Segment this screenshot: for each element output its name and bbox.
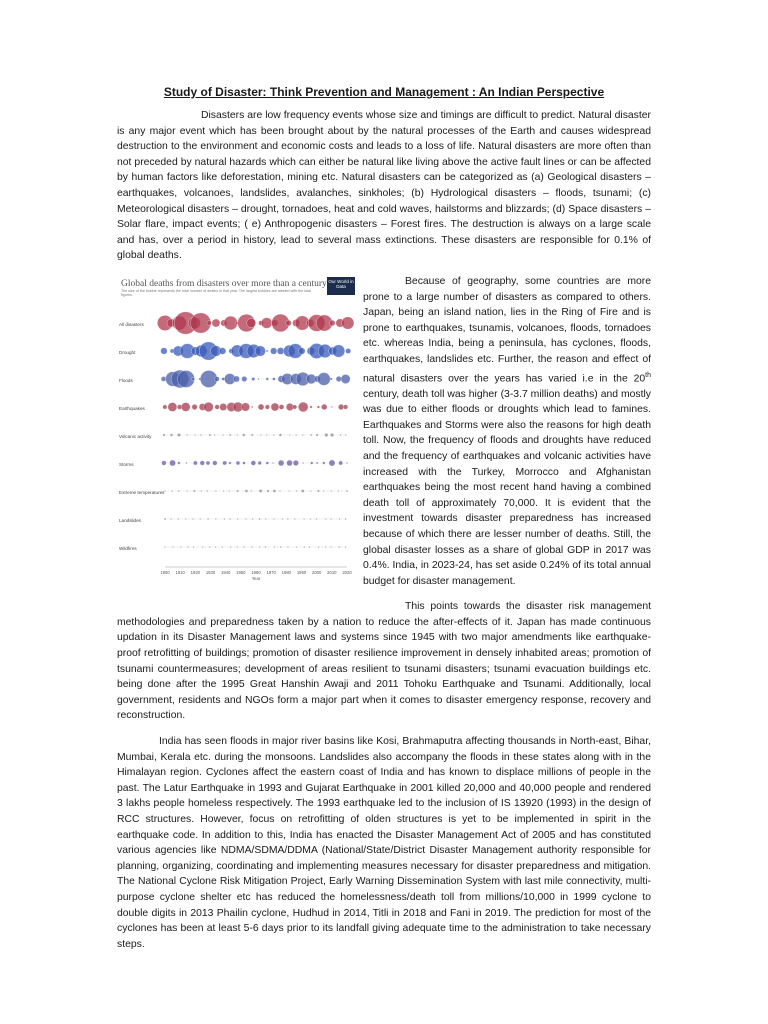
bubble-all-disasters bbox=[207, 321, 212, 326]
bubble-wildfires bbox=[318, 546, 320, 548]
bubble-all-disasters bbox=[342, 317, 354, 329]
bubble-storms bbox=[346, 462, 348, 464]
row-label: Wildfires bbox=[119, 545, 137, 551]
bubble-drought bbox=[332, 345, 344, 357]
paragraph-geography-text-b: century, death toll was higher (3-3.7 million deaths) and mostly was due to either floods or droughts which lead to famines. Earthquakes and Storms were also the reasons for high death toll. Now, the frequency of floods and droughts have reduced and the frequency of earthquakes and volcanic activities have increased with the Turkey, Morrocco and Afghanistan earthquakes being the most recent hand having a combined death toll of approximately 70,000. It is evident that the investment towards disaster preparedness has increased because of which there are lesser number of deaths. Still, the global disaster losses as a share of global GDP in 2017 was 0.4%. India, in 2023-24, has set aside 0.24% of its total annual budget for disaster management. bbox=[363, 388, 651, 587]
bubble-landslides bbox=[245, 518, 247, 520]
bubble-wildfires bbox=[187, 546, 189, 548]
bubble-landslides bbox=[215, 518, 217, 520]
x-tick-label: 2020 bbox=[342, 569, 352, 575]
bubble-extreme-temperatures bbox=[236, 490, 238, 492]
bubble-wildfires bbox=[202, 546, 204, 548]
x-tick-label: 2000 bbox=[312, 569, 322, 575]
document-title: Study of Disaster: Think Prevention and Management : An Indian Perspective bbox=[163, 85, 605, 99]
bubble-volcanic-activity bbox=[194, 434, 196, 436]
bubble-storms bbox=[278, 460, 284, 466]
bubble-volcanic-activity bbox=[242, 434, 245, 437]
row-label: Extreme temperatures bbox=[119, 489, 165, 495]
bubble-volcanic-activity bbox=[163, 434, 166, 437]
bubble-wildfires bbox=[251, 546, 253, 548]
bubble-volcanic-activity bbox=[236, 434, 238, 436]
bubble-all-disasters bbox=[286, 320, 292, 326]
owid-logo: Our World in Data bbox=[327, 277, 355, 295]
paragraph-preparedness-text: This points towards the disaster risk management methodologies and preparedness taken by a nation to reduce the after-effects of it. Japan has made continuous updation in its Disaster Management laws and systems since 1945 with two major amendments like earthquake-proof retrofitting of buildings; promotion of disaster resilience improvement in densely inhabited areas; promotion of tsunami countermeasures; development of areas resilient to tsunami disasters; tsunami evacuation buildings etc. being done after the 1995 Great Hanshin Awaji and 2011 Tohoku Earthquake and Tsunami. Additionally, local government, residents and NGOs form a major part when it comes to disaster emergency response, recovery and reconstruction. bbox=[117, 601, 651, 722]
bubble-storms bbox=[329, 460, 335, 466]
bubble-storms bbox=[169, 460, 175, 466]
paragraph-intro bbox=[117, 108, 651, 264]
bubble-landslides bbox=[273, 518, 275, 520]
document-page bbox=[117, 84, 651, 962]
bubble-storms bbox=[243, 461, 246, 464]
paragraph-geography-text-a: Because of geography, some countries are more prone to a large number of disasters as compared to others. Japan, being an island nation, lies in the Ring of Fire and is prone to earthquakes, tsunamis, volcanoes, floods, tornadoes etc. whereas India, being a peninsula, has cyclones, floods, earthquakes, landslides etc. Further, the reason and effect of natural disasters over the years has varied i.e in the 20 bbox=[363, 275, 651, 384]
bubble-extreme-temperatures bbox=[164, 490, 166, 492]
x-tick-label: 1980 bbox=[281, 569, 291, 575]
bubble-extreme-temperatures bbox=[186, 490, 188, 492]
row-label: Storms bbox=[119, 461, 134, 467]
bubble-earthquakes bbox=[265, 405, 270, 410]
x-tick-label: 1960 bbox=[251, 569, 261, 575]
bubble-extreme-temperatures bbox=[193, 490, 195, 492]
bubble-extreme-temperatures bbox=[323, 490, 325, 492]
bubble-all-disasters bbox=[212, 319, 220, 327]
bubble-floods bbox=[266, 378, 269, 381]
bubble-extreme-temperatures bbox=[215, 490, 217, 492]
bubble-extreme-temperatures bbox=[228, 490, 230, 492]
global-disaster-deaths-chart bbox=[117, 275, 355, 601]
bubble-earthquakes bbox=[258, 404, 264, 410]
bubble-wildfires bbox=[215, 546, 217, 548]
bubble-earthquakes bbox=[163, 405, 167, 409]
bubble-earthquakes bbox=[279, 404, 284, 409]
bubble-floods bbox=[272, 377, 275, 380]
bubble-landslides bbox=[192, 518, 194, 520]
row-label: Volcanic activity bbox=[119, 433, 152, 439]
x-axis-label: Year bbox=[251, 575, 261, 581]
x-tick-label: 1930 bbox=[205, 569, 216, 575]
bubble-floods bbox=[336, 376, 341, 381]
bubble-floods bbox=[215, 377, 220, 382]
chart-subtitle: The size of the bubble represents the total number of deaths in that year. The largest bubbles are labeled with the total figures. bbox=[121, 288, 311, 298]
paragraph-india bbox=[117, 734, 651, 952]
bubble-landslides bbox=[199, 518, 201, 520]
bubble-landslides bbox=[252, 518, 254, 520]
bubble-landslides bbox=[330, 518, 332, 520]
bubble-wildfires bbox=[338, 546, 340, 548]
bubble-wildfires bbox=[330, 546, 332, 548]
bubble-extreme-temperatures bbox=[245, 489, 248, 492]
bubble-earthquakes bbox=[331, 406, 333, 408]
x-tick-label: 1970 bbox=[266, 569, 276, 575]
bubble-landslides bbox=[224, 518, 226, 520]
bubble-drought bbox=[266, 350, 268, 352]
bubble-wildfires bbox=[193, 546, 195, 548]
bubble-extreme-temperatures bbox=[273, 489, 276, 492]
bubble-extreme-temperatures bbox=[310, 490, 312, 492]
bubble-drought bbox=[161, 348, 168, 355]
paragraph-india-text: India has seen floods in major river basins like Kosi, Brahmaputra affecting thousands in North-east, Bihar, Mumbai, Kerala etc. during the monsoons. Landslides also accompany the floods in these states along with in the Himalayan region. Cyclones affect the eastern coast of India and has known to displace millions of people in the past. The Latur Earthquake in 1993 and Gujarat Earthquake in 2001 killed 20,000 and 40,000 people and rendered 3 lakhs people homeless respectively. The 1993 earthquake led to the inclusion of IS 13920 (1993) in the design of RCC structures. However, focus on retrofitting of olden structures is yet to be implemented in spirit in the earthquake code. In addition to this, India has enacted the Disaster Management Act of 2005 and has constituted various agencies like NDMA/SDMA/DDMA (National/State/District Disaster Management authority responsible for planning, organizing, coordinating and implementing measures necessary for disaster preparedness and mitigation. The National Cyclone Risk Mitigation Project, Early Warning Dissemination System with last mile connectivity, multi-purpose cyclone shelter etc has reduced the homelessness/death toll from millions/10,000 in 1999 cyclone to double digits in 2013 Phailin cyclone, Hudhud in 2014, Titli in 2018 and Fani in 2019. The prediction for most of the cyclones has been at least 5-6 days prior to its landfall giving adequate time to the administration to take necessary steps. bbox=[117, 736, 651, 950]
bubble-extreme-temperatures bbox=[267, 490, 270, 493]
bubble-landslides bbox=[316, 518, 318, 520]
bubble-wildfires bbox=[237, 546, 239, 548]
bubble-volcanic-activity bbox=[289, 434, 291, 436]
bubble-landslides bbox=[164, 518, 166, 520]
chart-title: Global deaths from disasters over more than a century bbox=[121, 278, 327, 289]
bubble-storms bbox=[272, 462, 274, 464]
bubble-volcanic-activity bbox=[222, 434, 224, 436]
bubble-extreme-temperatures bbox=[178, 490, 180, 492]
bubble-floods bbox=[192, 377, 195, 380]
bubble-storms bbox=[229, 462, 232, 465]
bubble-storms bbox=[206, 461, 210, 465]
bubble-floods bbox=[341, 374, 350, 383]
bubble-volcanic-activity bbox=[325, 433, 328, 436]
bubble-extreme-temperatures bbox=[346, 490, 348, 492]
bubble-volcanic-activity bbox=[316, 434, 318, 436]
x-tick-label: 1920 bbox=[190, 569, 200, 575]
bubble-volcanic-activity bbox=[330, 433, 333, 436]
bubble-extreme-temperatures bbox=[338, 490, 340, 492]
bubble-floods bbox=[233, 376, 239, 382]
bubble-wildfires bbox=[280, 546, 282, 548]
bubble-extreme-temperatures bbox=[171, 490, 173, 492]
bubble-landslides bbox=[325, 518, 327, 520]
bubble-all-disasters bbox=[329, 320, 335, 326]
bubble-volcanic-activity bbox=[177, 433, 180, 436]
bubble-extreme-temperatures bbox=[296, 490, 298, 492]
bubble-wildfires bbox=[265, 546, 267, 548]
bubble-drought bbox=[346, 348, 351, 353]
bubble-storms bbox=[200, 461, 205, 466]
bubble-earthquakes bbox=[181, 402, 190, 411]
bubble-floods bbox=[161, 376, 166, 381]
x-tick-label: 1910 bbox=[175, 569, 185, 575]
bubble-volcanic-activity bbox=[310, 434, 312, 436]
row-label: Floods bbox=[119, 377, 133, 383]
x-tick-label: 1900 bbox=[160, 569, 170, 575]
bubble-wildfires bbox=[172, 546, 174, 548]
bubble-storms bbox=[186, 462, 188, 464]
bubble-floods bbox=[317, 372, 330, 385]
bubble-volcanic-activity bbox=[302, 434, 304, 436]
bubble-earthquakes bbox=[293, 405, 297, 409]
bubble-drought bbox=[299, 348, 306, 355]
bubble-storms bbox=[193, 461, 197, 465]
bubble-extreme-temperatures bbox=[279, 490, 281, 492]
bubble-wildfires bbox=[259, 546, 261, 548]
superscript-th: th bbox=[645, 371, 651, 379]
bubble-floods bbox=[242, 376, 247, 381]
bubble-landslides bbox=[170, 518, 172, 520]
bubble-volcanic-activity bbox=[209, 434, 211, 436]
bubble-earthquakes bbox=[168, 402, 177, 411]
bubble-earthquakes bbox=[271, 403, 279, 411]
bubble-storms bbox=[339, 461, 343, 465]
bubble-extreme-temperatures bbox=[259, 489, 262, 492]
bubble-volcanic-activity bbox=[295, 434, 297, 436]
bubble-earthquakes bbox=[192, 404, 197, 409]
bubble-storms bbox=[293, 460, 299, 466]
bubble-landslides bbox=[282, 518, 284, 520]
bubble-extreme-temperatures bbox=[331, 490, 333, 492]
bubble-landslides bbox=[185, 518, 187, 520]
bubble-storms bbox=[223, 461, 227, 465]
bubble-floods bbox=[258, 378, 260, 380]
bubble-landslides bbox=[294, 518, 296, 520]
bubble-wildfires bbox=[230, 546, 232, 548]
x-tick-label: 1940 bbox=[221, 569, 231, 575]
bubble-storms bbox=[258, 461, 262, 465]
bubble-storms bbox=[213, 461, 218, 466]
row-label: Drought bbox=[119, 349, 136, 355]
bubble-storms bbox=[162, 461, 167, 466]
bubble-drought bbox=[255, 346, 265, 356]
bubble-earthquakes bbox=[317, 406, 320, 409]
bubble-wildfires bbox=[274, 546, 276, 548]
bubble-landslides bbox=[339, 518, 341, 520]
bubble-storms bbox=[316, 462, 318, 464]
bubble-all-disasters bbox=[261, 318, 272, 329]
bubble-volcanic-activity bbox=[340, 434, 342, 436]
bubble-wildfires bbox=[243, 546, 245, 548]
bubble-storms bbox=[236, 461, 240, 465]
bubble-extreme-temperatures bbox=[288, 490, 290, 492]
bubble-wildfires bbox=[309, 546, 311, 548]
bubble-storms bbox=[322, 462, 325, 465]
bubble-volcanic-activity bbox=[266, 434, 268, 436]
bubble-drought bbox=[219, 347, 226, 354]
bubble-volcanic-activity bbox=[279, 434, 282, 437]
x-tick-label: 1990 bbox=[296, 569, 307, 575]
bubble-earthquakes bbox=[204, 402, 214, 412]
bubble-landslides bbox=[178, 518, 180, 520]
bubble-wildfires bbox=[304, 546, 306, 548]
bubble-wildfires bbox=[325, 546, 327, 548]
x-tick-label: 2010 bbox=[327, 569, 337, 575]
bubble-earthquakes bbox=[220, 403, 227, 410]
bubble-earthquakes bbox=[251, 406, 253, 408]
bubble-volcanic-activity bbox=[214, 434, 216, 436]
bubble-chart-canvas bbox=[117, 301, 355, 601]
bubble-earthquakes bbox=[241, 403, 249, 411]
bubble-landslides bbox=[265, 518, 267, 520]
bubble-earthquakes bbox=[298, 402, 308, 412]
bubble-landslides bbox=[259, 518, 261, 520]
bubble-landslides bbox=[287, 518, 289, 520]
bubble-floods bbox=[330, 378, 332, 380]
bubble-storms bbox=[287, 460, 293, 466]
bubble-volcanic-activity bbox=[229, 434, 231, 436]
bubble-wildfires bbox=[221, 546, 223, 548]
bubble-floods bbox=[252, 377, 255, 380]
x-tick-label: 1950 bbox=[236, 569, 246, 575]
bubble-all-disasters bbox=[247, 318, 256, 327]
bubble-landslides bbox=[207, 518, 209, 520]
bubble-wildfires bbox=[164, 546, 166, 548]
bubble-storms bbox=[266, 462, 269, 465]
bubble-extreme-temperatures bbox=[223, 490, 225, 492]
bubble-wildfires bbox=[345, 546, 347, 548]
bubble-volcanic-activity bbox=[260, 434, 262, 436]
bubble-volcanic-activity bbox=[200, 434, 202, 436]
bubble-wildfires bbox=[180, 546, 182, 548]
bubble-landslides bbox=[303, 518, 305, 520]
bubble-storms bbox=[302, 462, 304, 464]
bubble-volcanic-activity bbox=[345, 434, 347, 436]
bubble-wildfires bbox=[209, 546, 211, 548]
bubble-volcanic-activity bbox=[251, 434, 253, 436]
bubble-storms bbox=[178, 462, 181, 465]
bubble-extreme-temperatures bbox=[251, 490, 253, 492]
bubble-volcanic-activity bbox=[170, 434, 173, 437]
bubble-drought bbox=[277, 347, 284, 354]
bubble-volcanic-activity bbox=[273, 434, 275, 436]
bubble-wildfires bbox=[287, 546, 289, 548]
bubble-volcanic-activity bbox=[186, 434, 188, 436]
row-label: All disasters bbox=[119, 321, 144, 327]
bubble-earthquakes bbox=[321, 404, 327, 410]
bubble-extreme-temperatures bbox=[317, 490, 319, 492]
bubble-landslides bbox=[309, 518, 311, 520]
row-label: Landslides bbox=[119, 517, 141, 523]
paragraph-intro-text: Disasters are low frequency events whose size and timings are difficult to predict. Natural disaster is any major event which has been brought about by the natural processes of the Earth and causes widespread destruction to the environment and economic costs and leads to a loss of life. Natural disasters are more often than not preceded by natural hazards which can either be natural like living above the active fault lines or can be affected by human factors like deforestation, mining etc. Natural disasters can be categorized as (a) Geological disasters – earthquakes, volcanoes, landslides, avalanches, sinkholes; (b) Hydrological disasters – floods, tsunami; (c) Meteorological disasters – drought, tornadoes, heat and cold waves, hailstorms and blizzards; (d) Space disasters – Solar flare, impact events; ( e) Anthropogenic disasters – Forest fires. The destruction is always on a large scale and has, over a period in history, lead to several mass extinctions. These disasters are responsible for 0.1% of global deaths. bbox=[117, 110, 651, 262]
bubble-earthquakes bbox=[338, 404, 344, 410]
bubble-landslides bbox=[229, 518, 231, 520]
bubble-wildfires bbox=[296, 546, 298, 548]
bubble-storms bbox=[251, 461, 256, 466]
bubble-extreme-temperatures bbox=[201, 490, 203, 492]
bubble-earthquakes bbox=[310, 406, 312, 408]
paragraph-preparedness bbox=[117, 599, 651, 724]
bubble-landslides bbox=[237, 518, 239, 520]
bubble-extreme-temperatures bbox=[206, 490, 208, 492]
bubble-storms bbox=[310, 462, 313, 465]
bubble-extreme-temperatures bbox=[301, 489, 304, 492]
bubble-landslides bbox=[345, 518, 347, 520]
bubble-earthquakes bbox=[215, 405, 220, 410]
bubble-drought bbox=[270, 348, 277, 355]
bubble-earthquakes bbox=[343, 405, 348, 410]
row-label: Earthquakes bbox=[119, 405, 145, 411]
